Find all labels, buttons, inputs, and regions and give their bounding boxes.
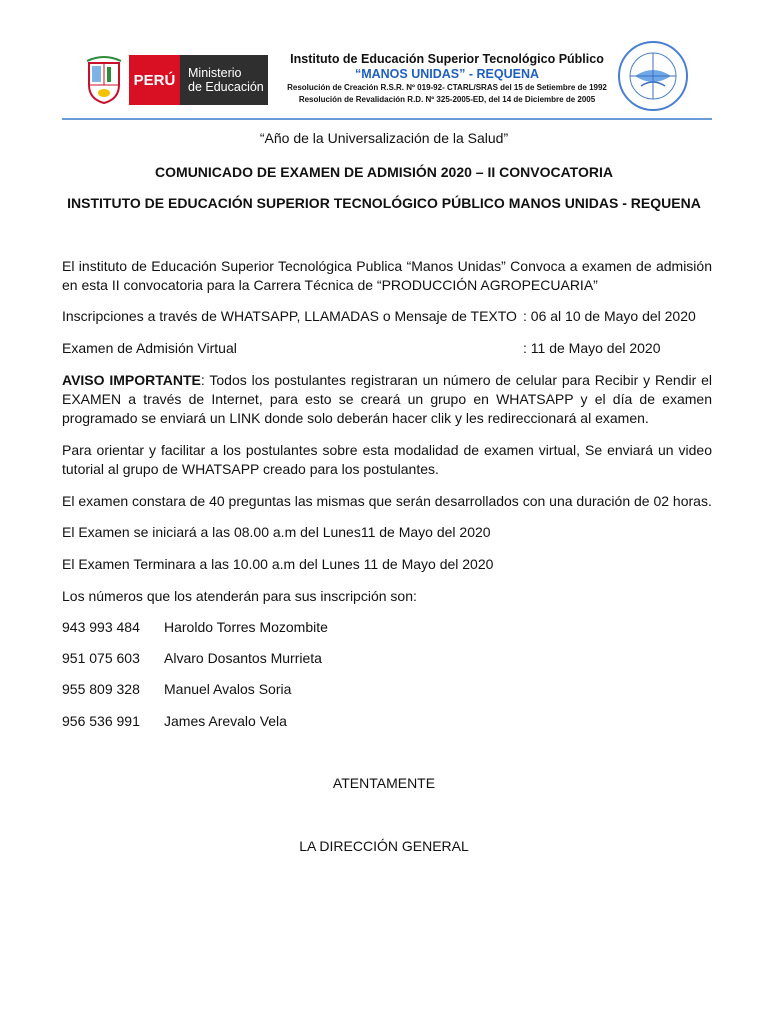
peru-label: PERÚ (129, 55, 180, 105)
peru-coat-of-arms-icon (85, 55, 123, 105)
contact-phone: 951 075 603 (62, 650, 140, 666)
exam-end: El Examen Terminara a las 10.00 a.m del Lunes 11 de Mayo del 2020 (62, 556, 494, 572)
contact-row (62, 713, 287, 729)
contact-name: Alvaro Dosantos Murrieta (164, 650, 322, 666)
institute-header (270, 52, 624, 106)
schedule-value: : 06 al 10 de Mayo del 2020 (523, 308, 696, 324)
institute-seal-icon (617, 40, 689, 112)
ministry-line-1: Ministerio (188, 66, 242, 80)
closing: ATENTAMENTE (332, 775, 436, 791)
notice-text: : Todos los postulantes registraran un número de celular para Recibir y Rendir el EXAMEN a través de Internet, para esto se creará un grupo en WHATSAPP y el día de examen programado se enviará un LINK donde solo deberán hacer clik y les redireccionará al examen. (62, 372, 713, 426)
ministry-line-2: de Educación (188, 80, 264, 94)
contact-row (62, 619, 328, 635)
creation-resolution: Resolución de Creación R.S.R. Nº 019-92- CTARL/SRAS del 15 de Setiembre de 1992 (287, 83, 607, 92)
signature: LA DIRECCIÓN GENERAL (299, 838, 469, 854)
contact-row (62, 650, 322, 666)
exam-info: El examen constara de 40 preguntas las mismas que serán desarrollados con una duración de 02 horas. (62, 493, 712, 509)
contact-name: Manuel Avalos Soria (164, 681, 292, 697)
contact-phone: 955 809 328 (62, 681, 140, 697)
contact-name: James Arevalo Vela (164, 713, 287, 729)
important-notice (62, 371, 712, 428)
orientation-paragraph: Para orientar y facilitar a los postulantes sobre esta modalidad de examen virtual, Se enviará un video tutorial al grupo de WHATSAPP creado para los postulantes. (62, 442, 712, 477)
contact-phone: 943 993 484 (62, 619, 140, 635)
exam-start: El Examen se iniciará a las 08.00 a.m del Lunes11 de Mayo del 2020 (62, 524, 491, 540)
institute-name: Instituto de Educación Superior Tecnológico Público (290, 52, 604, 66)
contact-row (62, 681, 291, 697)
year-motto: “Año de la Universalización de la Salud” (259, 130, 509, 146)
contacts-intro: Los números que los atenderán para sus inscripción son: (62, 588, 417, 604)
schedule-row (62, 340, 712, 356)
revalidation-resolution: Resolución de Revalidación R.D. Nº 325-2005-ED, del 14 de Diciembre de 2005 (298, 95, 596, 104)
intro-paragraph: El instituto de Educación Superior Tecnológica Publica “Manos Unidas” Convoca a examen de admisión en esta II convocatoria para la Carrera Técnica de “PRODUCCIÓN AGROPECUARIA” (62, 258, 712, 293)
schedule-value: : 11 de Mayo del 2020 (523, 340, 661, 356)
institute-subtitle: “MANOS UNIDAS” - REQUENA (354, 67, 540, 81)
notice-label: AVISO IMPORTANTE (62, 372, 201, 388)
letterhead (0, 0, 768, 122)
contact-name: Haroldo Torres Mozombite (164, 619, 328, 635)
header-divider (62, 118, 712, 120)
ministry-name (180, 55, 268, 105)
contact-phone: 956 536 991 (62, 713, 140, 729)
schedule-label: Inscripciones a través de WHATSAPP, LLAMADAS o Mensaje de TEXTO (62, 308, 517, 324)
ministry-logo (85, 55, 268, 105)
document-title: COMUNICADO DE EXAMEN DE ADMISIÓN 2020 – II CONVOCATORIA (155, 164, 613, 180)
document-subtitle: INSTITUTO DE EDUCACIÓN SUPERIOR TECNOLÓGICO PÚBLICO MANOS UNIDAS - REQUENA (67, 195, 701, 211)
schedule-label: Examen de Admisión Virtual (62, 340, 237, 356)
schedule-row (62, 308, 712, 324)
